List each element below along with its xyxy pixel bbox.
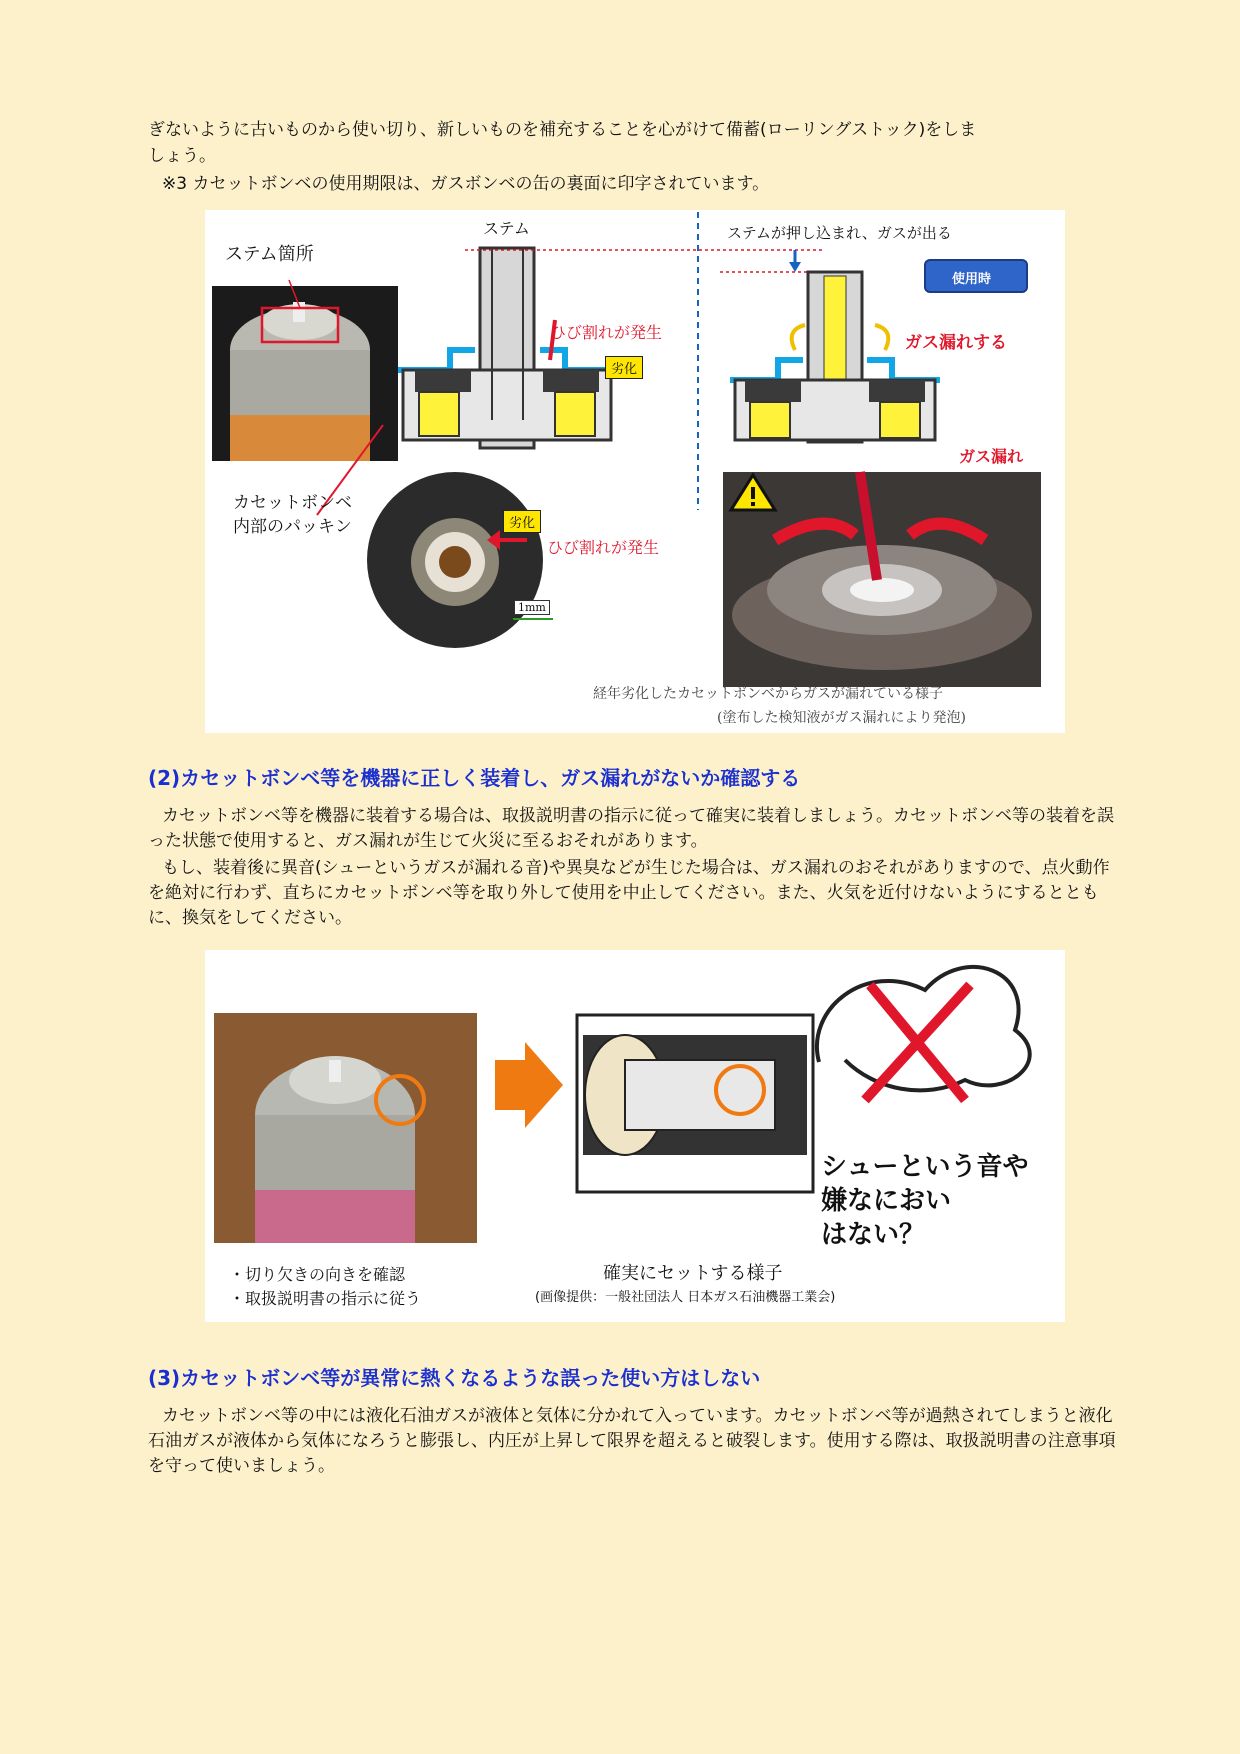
- figure1-caption-1: 経年劣化したカセットボンベからガスが漏れている様子: [593, 686, 943, 702]
- warning-text-line-3: はない？: [821, 1220, 926, 1250]
- deterioration-tag-1: 劣化: [605, 356, 643, 379]
- section-3-heading: (3)カセットボンベ等が異常に熱くなるような誤った使い方はしない: [148, 1366, 761, 1390]
- stem-location-label: ステム箇所: [225, 244, 314, 265]
- usage-limit-note: ※3 カセットボンベの使用期限は、ガスボンベの缶の裏面に印字されています。: [162, 174, 770, 194]
- section-2-paragraph-2: もし、装着後に異音(シューというガスが漏れる音)や異臭などが生じた場合は、ガス漏れのおそれがありますので、点火動作を絶対に行わず、直ちにカセットボンベ等を取り外して使用を中止してください。また、火気を近付けないようにするとともに、換気をしてください。: [148, 858, 1110, 928]
- arrow-icon: [495, 1042, 563, 1128]
- section-3-paragraph: カセットボンベ等の中には液化石油ガスが液体と気体に分かれて入っています。カセットボンベ等が過熱されてしまうと液化石油ガスが液体から気体になろうと膨張し、内圧が上昇して限界を超えると破裂します。使用する際は、取扱説明書の注意事項を守って使いましょう。: [148, 1406, 1116, 1476]
- gas-leak-label: ガス漏れする: [905, 333, 1007, 353]
- stem-deterioration-figure: [205, 210, 1065, 733]
- stem-label: ステム: [483, 219, 530, 238]
- gas-leak-photo-label: ガス漏れ: [959, 447, 1024, 466]
- section-2-heading: (2)カセットボンベ等を機器に正しく装着し、ガス漏れがないか確認する: [148, 766, 801, 790]
- crack-label-1: ひび割れが発生: [550, 323, 663, 342]
- gasket-label-line-2: 内部のパッキン: [233, 517, 352, 537]
- image-credit: (画像提供：一般社団法人 日本ガス石油機器工業会): [535, 1290, 836, 1305]
- in-use-label: 使用時: [952, 272, 992, 287]
- warning-text-line-2: 嫌なにおい: [821, 1186, 952, 1216]
- check-notch-label: ・切り欠きの向きを確認: [229, 1265, 406, 1284]
- section-2-paragraph-1: カセットボンベ等を機器に装着する場合は、取扱説明書の指示に従って確実に装着しましょう。カセットボンベ等の装着を誤った状態で使用すると、ガス漏れが生じて火災に至るおそれがあります。: [148, 806, 1114, 851]
- figure1-caption-2: (塗布した検知液がガス漏れにより発泡): [717, 710, 966, 726]
- scale-label: 1mm: [514, 600, 550, 615]
- intro-line-1: ぎないように古いものから使い切り、新しいものを補充することを心がけて備蓄(ローリングストック)をしま: [148, 120, 977, 140]
- intro-line-2: しょう。: [148, 146, 216, 166]
- mounting-figure: [205, 950, 1065, 1322]
- figure2-caption: 確実にセットする様子: [603, 1263, 783, 1284]
- crack-label-2: ひび割れが発生: [547, 538, 660, 557]
- stem-diagram: [205, 210, 1065, 733]
- smoke-cloud-icon: [817, 967, 1030, 1090]
- deterioration-tag-2: 劣化: [503, 510, 541, 533]
- follow-manual-label: ・取扱説明書の指示に従う: [229, 1289, 422, 1308]
- stem-pushed-label: ステムが押し込まれ、ガスが出る: [727, 224, 952, 242]
- gasket-label-line-1: カセットボンベ: [233, 493, 352, 513]
- warning-text-line-1: シューという音や: [821, 1152, 1029, 1182]
